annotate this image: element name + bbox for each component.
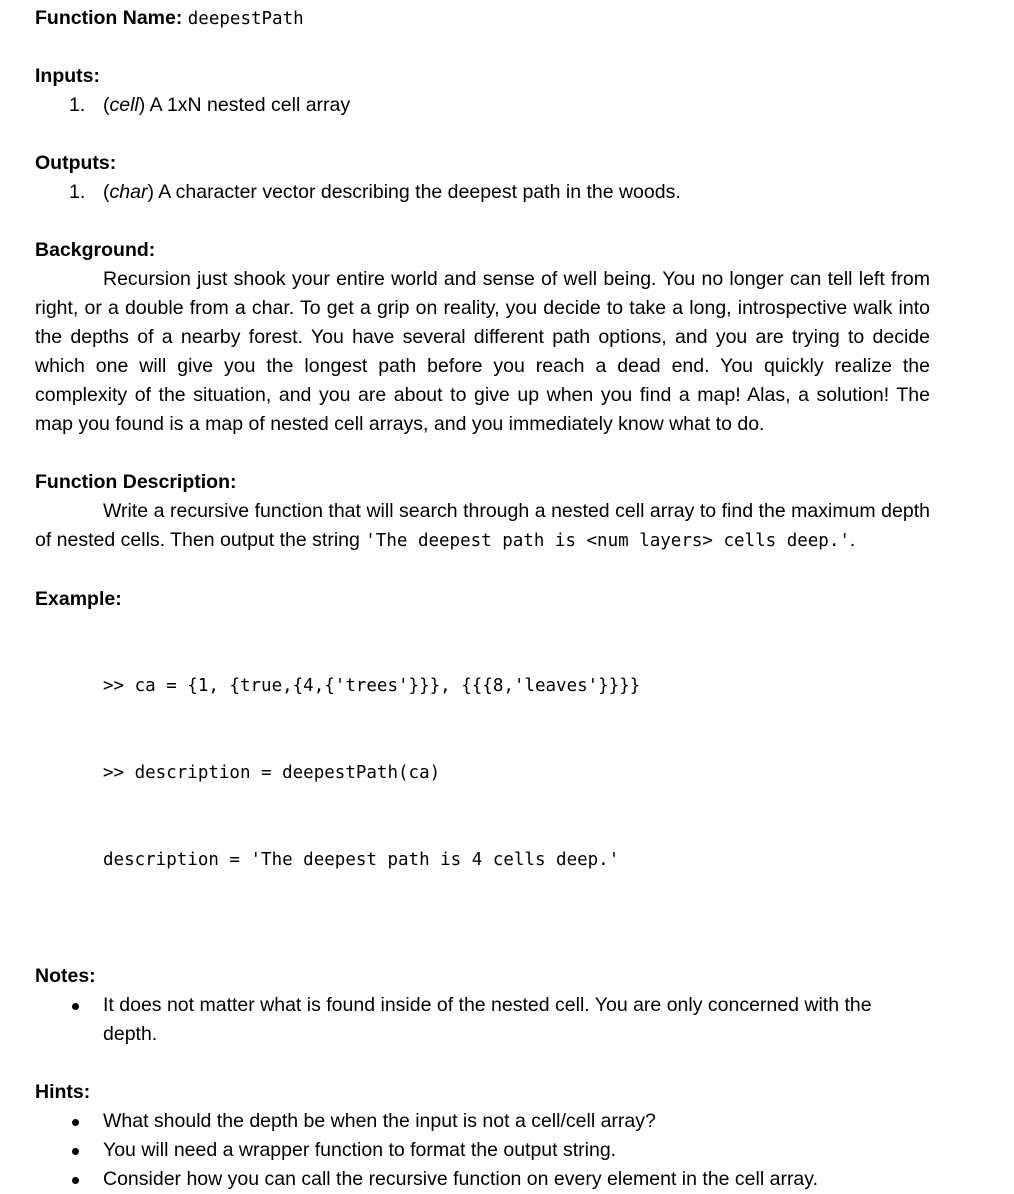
example-heading: Example:: [35, 588, 122, 610]
bullet-icon: [72, 1119, 79, 1126]
output-item: 1. (char) A character vector describing the deepest path in the woods.: [35, 178, 930, 207]
function-name-label: Function Name:: [35, 7, 183, 29]
bullet-icon: [72, 1177, 79, 1184]
input-item: 1. (cell) A 1xN nested cell array: [35, 91, 930, 120]
description-heading: Function Description:: [35, 471, 237, 493]
hint-item-text: What should the depth be when the input is not a cell/cell array?: [103, 1110, 656, 1132]
background-heading: Background:: [35, 239, 156, 261]
input-item-text: A 1xN nested cell array: [145, 94, 351, 116]
description-text: Write a recursive function that will search through a nested cell array to find the maximum depth of nested cells. Then output the string: [35, 500, 930, 551]
hint-item-text: You will need a wrapper function to format the output string.: [103, 1139, 617, 1161]
input-item-type: cell: [109, 94, 139, 116]
description-paragraph: [35, 497, 930, 556]
background-paragraph: Recursion just shook your entire world and sense of well being. You no longer can tell left from right, or a double from a char. To get a grip on reality, you decide to take a long, introspective walk into the depths of a nearby forest. You have several different path options, and you are trying to decide which one will give you the longest path before you reach a dead end. You quickly realize the complexity of the situation, and you are about to give up when you find a map! Alas, a solution! The map you found is a map of nested cell arrays, and you immediately know what to do.: [35, 268, 930, 435]
function-name-value: deepestPath: [187, 9, 304, 29]
outputs-list: [35, 178, 930, 207]
document-page: [35, 4, 930, 1194]
description-output-string: 'The deepest path is <num layers> cells deep.': [365, 531, 850, 551]
hint-item-text: Consider how you can call the recursive function on every element in the cell array.: [103, 1168, 818, 1190]
bullet-icon: [72, 1148, 79, 1155]
inputs-heading: Inputs:: [35, 65, 100, 87]
outputs-heading: Outputs:: [35, 152, 117, 174]
bullet-icon: [72, 1003, 79, 1010]
note-item-text: It does not matter what is found inside of the nested cell. You are only concerned with the depth.: [103, 994, 872, 1045]
example-code-line: description = 'The deepest path is 4 cells deep.': [103, 850, 620, 870]
input-item-number: 1.: [69, 94, 86, 116]
inputs-list: [35, 91, 930, 120]
output-item-number: 1.: [69, 181, 86, 203]
function-name-line: [35, 4, 930, 33]
description-text-end: .: [849, 529, 856, 551]
hint-item: [35, 1107, 930, 1136]
example-code-line: >> ca = {1, {true,{4,{'trees'}}}, {{{8,'leaves'}}}}: [103, 676, 641, 696]
hint-item: [35, 1136, 930, 1165]
notes-heading: Notes:: [35, 965, 96, 987]
hint-item: [35, 1165, 930, 1194]
output-item-text: A character vector describing the deepest path in the woods.: [153, 181, 681, 203]
hints-heading: Hints:: [35, 1081, 91, 1103]
example-code-line: >> description = deepestPath(ca): [103, 763, 441, 783]
notes-list: [35, 991, 930, 1049]
example-code-block: [35, 614, 930, 933]
hints-list: [35, 1107, 930, 1194]
note-item: [35, 991, 930, 1049]
output-item-type: char: [109, 181, 148, 203]
